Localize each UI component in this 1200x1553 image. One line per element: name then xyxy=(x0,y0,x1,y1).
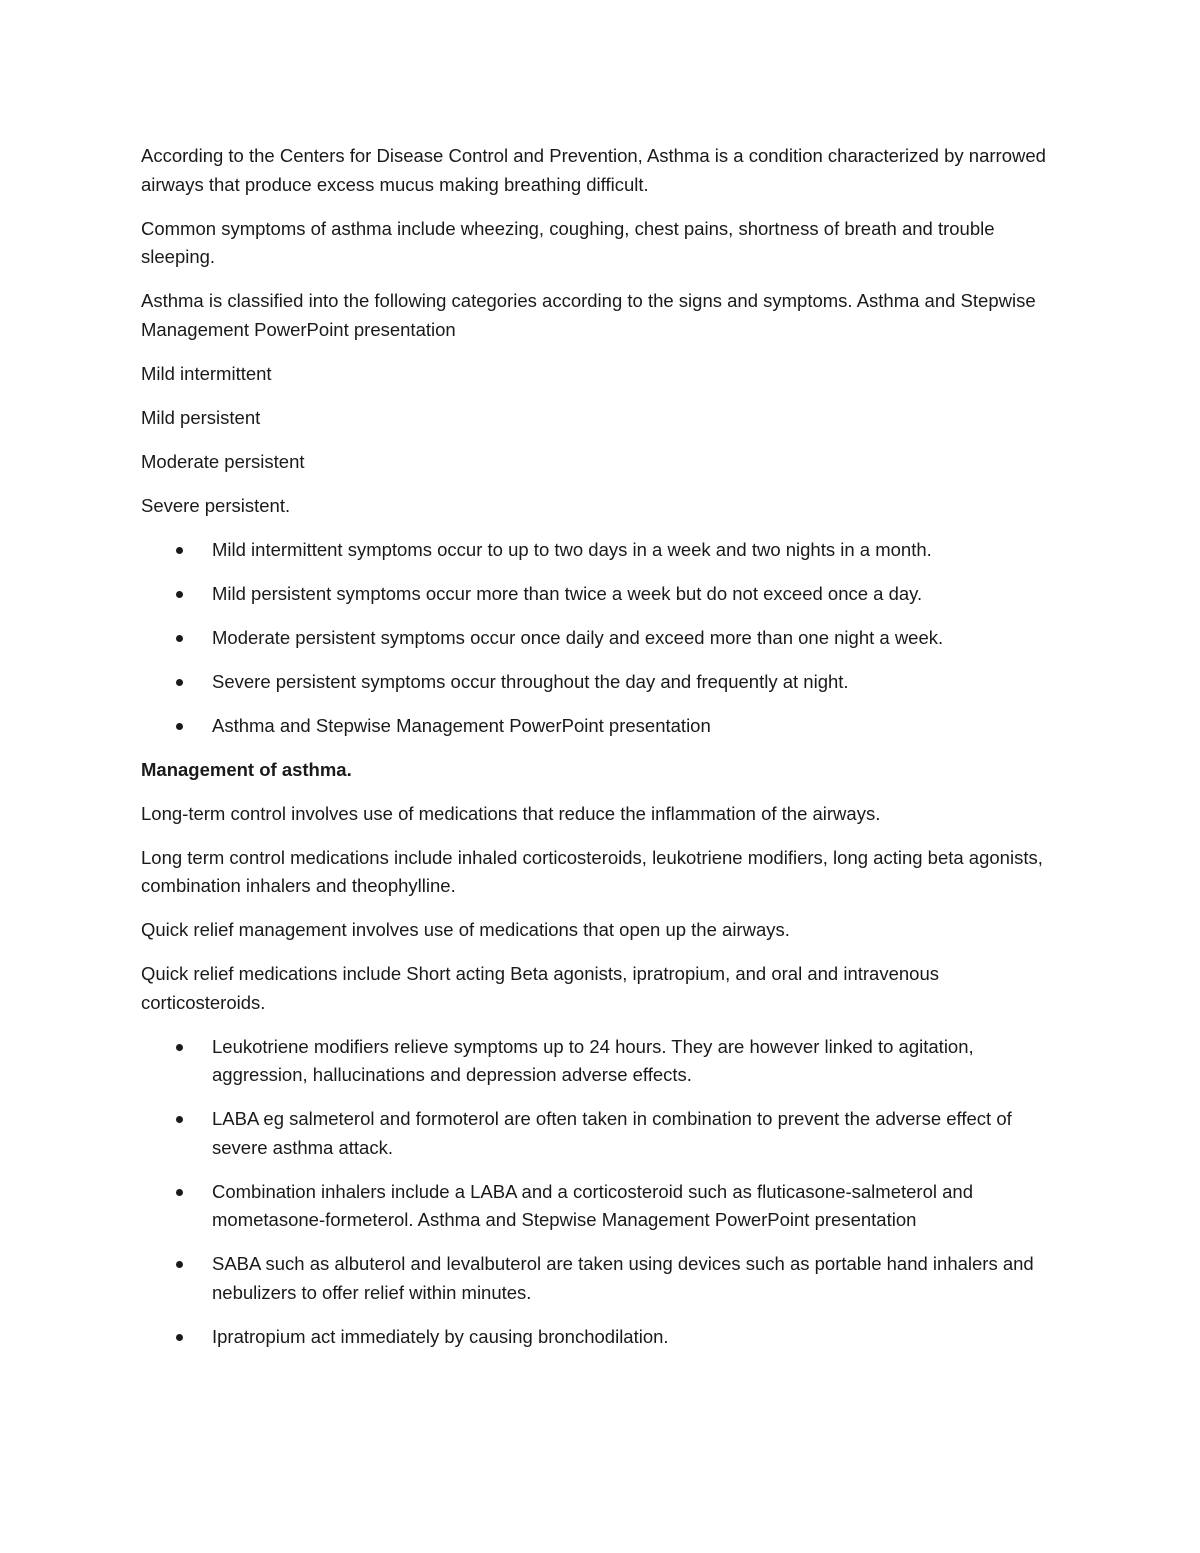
bullet-dot-icon xyxy=(176,1044,183,1051)
category-line: Mild intermittent xyxy=(141,362,272,384)
bullet-item xyxy=(141,668,1061,697)
bullet-item xyxy=(141,536,1061,565)
symptoms-paragraph: Common symptoms of asthma include wheezing, coughing, chest pains, shortness of breath and trouble sleeping. xyxy=(141,217,995,267)
bullet-item xyxy=(141,1323,1061,1352)
bullet-dot-icon xyxy=(176,1261,183,1268)
bullet-text: LABA eg salmeterol and formoterol are often taken in combination to prevent the adverse effect of severe asthma attack. xyxy=(212,1108,1012,1158)
bullet-item xyxy=(141,712,1061,741)
bullet-dot-icon xyxy=(176,591,183,598)
management-paragraph: Long-term control involves use of medications that reduce the inflammation of the airways. xyxy=(141,802,881,824)
category-line: Moderate persistent xyxy=(141,450,305,472)
management-paragraph: Long term control medications include inhaled corticosteroids, leukotriene modifiers, long acting beta agonists, combination inhalers and theophylline. xyxy=(141,846,1043,896)
bullet-text: Leukotriene modifiers relieve symptoms up to 24 hours. They are however linked to agitation, aggression, hallucinations and depression adverse effects. xyxy=(212,1035,974,1085)
bullet-dot-icon xyxy=(176,723,183,730)
bullet-item xyxy=(141,1105,1061,1162)
bullet-item xyxy=(141,624,1061,653)
bullet-text: Severe persistent symptoms occur throughout the day and frequently at night. xyxy=(212,670,849,692)
bullet-text: SABA such as albuterol and levalbuterol are taken using devices such as portable hand inhalers and nebulizers to offer relief within minutes. xyxy=(212,1253,1034,1303)
intro-paragraph: According to the Centers for Disease Control and Prevention, Asthma is a condition characterized by narrowed airways that produce excess mucus making breathing difficult. xyxy=(141,145,1046,195)
management-heading: Management of asthma. xyxy=(141,758,352,780)
bullet-item xyxy=(141,1178,1061,1235)
management-paragraph: Quick relief medications include Short acting Beta agonists, ipratropium, and oral and intravenous corticosteroids. xyxy=(141,963,939,1013)
category-line: Severe persistent. xyxy=(141,494,291,516)
bullet-text: Ipratropium act immediately by causing bronchodilation. xyxy=(212,1325,669,1347)
medication-bullet-list xyxy=(141,1033,1061,1352)
category-bullet-list xyxy=(141,536,1061,741)
bullet-dot-icon xyxy=(176,635,183,642)
bullet-item xyxy=(141,1250,1061,1307)
bullet-dot-icon xyxy=(176,1189,183,1196)
classification-paragraph: Asthma is classified into the following categories according to the signs and symptoms. Asthma and Stepwise Management PowerPoint presentation xyxy=(141,290,1036,340)
bullet-item xyxy=(141,580,1061,609)
bullet-text: Moderate persistent symptoms occur once daily and exceed more than one night a week. xyxy=(212,626,944,648)
bullet-item xyxy=(141,1033,1061,1090)
bullet-dot-icon xyxy=(176,1116,183,1123)
bullet-dot-icon xyxy=(176,547,183,554)
bullet-text: Asthma and Stepwise Management PowerPoint presentation xyxy=(212,714,711,736)
management-paragraph: Quick relief management involves use of medications that open up the airways. xyxy=(141,919,790,940)
category-line: Mild persistent xyxy=(141,406,261,428)
bullet-text: Combination inhalers include a LABA and a corticosteroid such as fluticasone-salmeterol and mometasone-formeterol. Asthma and Stepwise Management PowerPoint presentation xyxy=(212,1180,973,1230)
bullet-text: Mild persistent symptoms occur more than twice a week but do not exceed once a day. xyxy=(212,582,923,604)
bullet-dot-icon xyxy=(176,679,183,686)
bullet-dot-icon xyxy=(176,1334,183,1341)
document-body xyxy=(141,142,1061,1367)
bullet-text: Mild intermittent symptoms occur to up to two days in a week and two nights in a month. xyxy=(212,538,932,560)
